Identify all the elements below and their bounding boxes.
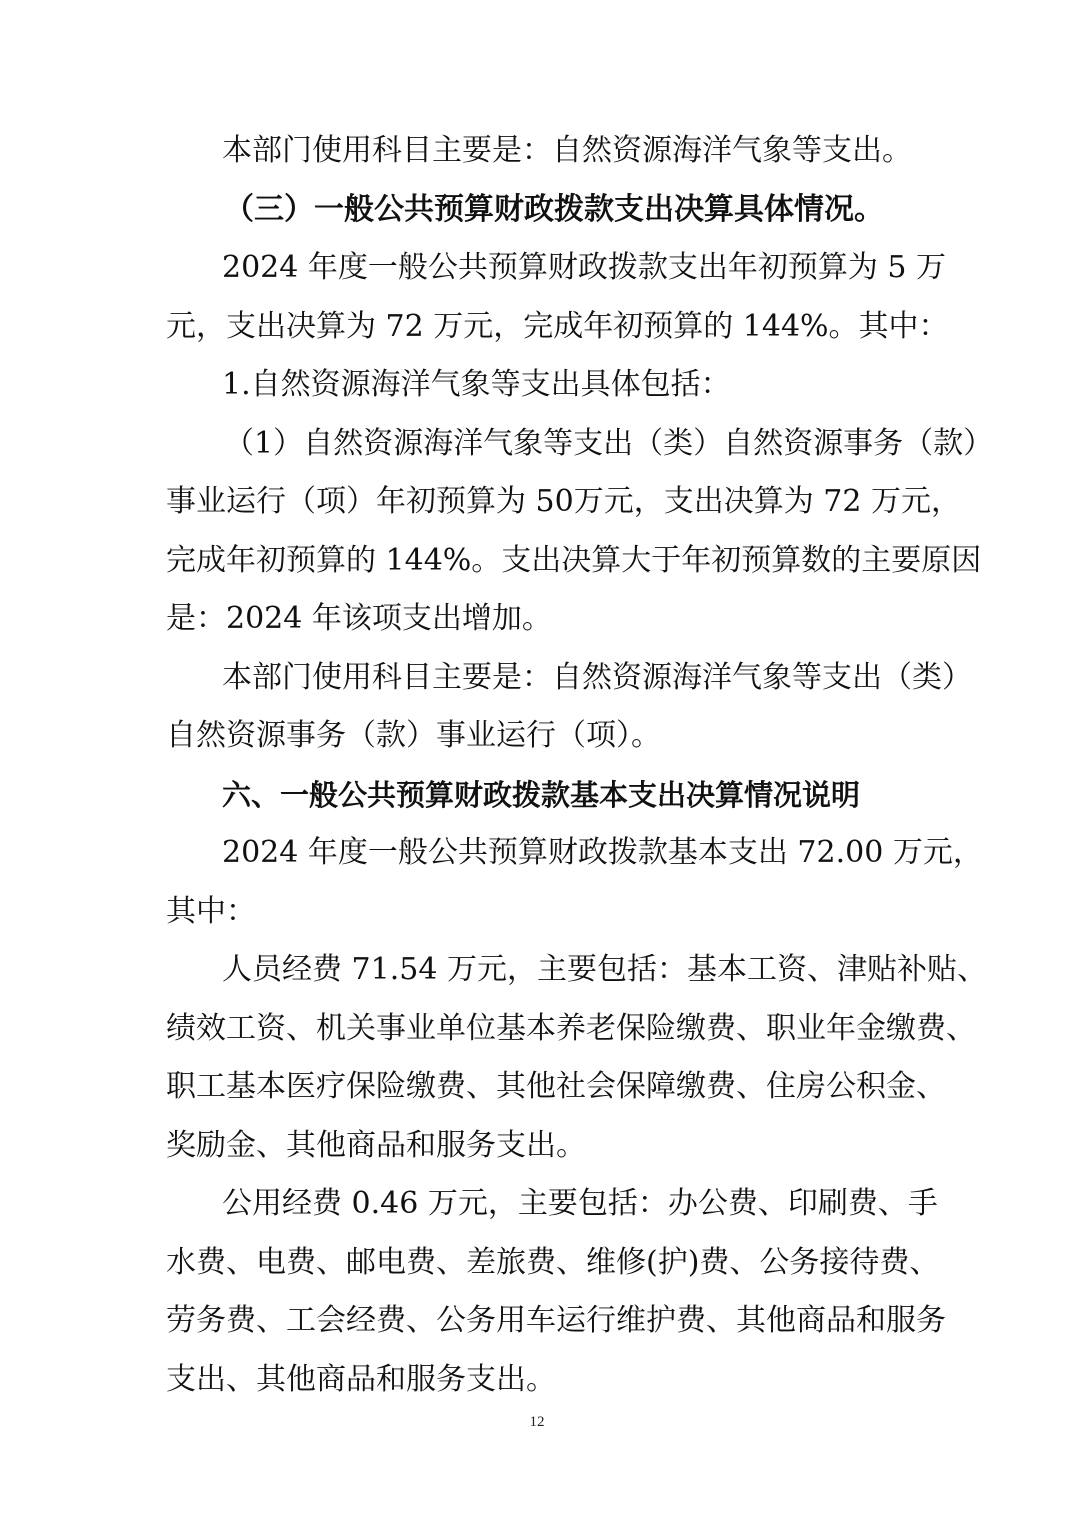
text-line: 公用经费 0.46 万元，主要包括：办公费、印刷费、手 — [222, 1186, 938, 1221]
text-line: 职工基本医疗保险缴费、其他社会保障缴费、住房公积金、 — [166, 1069, 946, 1104]
text-line: 支出、其他商品和服务支出。 — [166, 1361, 556, 1397]
text-line: 绩效工资、机关事业单位基本养老保险缴费、职业年金缴费、 — [166, 1010, 976, 1046]
page-number: 12 — [529, 1414, 545, 1430]
text-line: 奖励金、其他商品和服务支出。 — [166, 1127, 586, 1163]
text-line: 水费、电费、邮电费、差旅费、维修(护)费、公务接待费、 — [166, 1244, 940, 1280]
text-line: 2024 年度一般公共预算财政拨款基本支出 72.00 万元， — [222, 835, 983, 870]
text-line: 元，支出决算为 72 万元，完成年初预算的 144%。其中： — [166, 308, 949, 344]
text-line: 本部门使用科目主要是：自然资源海洋气象等支出（类） — [222, 659, 972, 695]
text-line: 自然资源事务（款）事业运行（项）。 — [166, 718, 661, 753]
text-line: 劳务费、工会经费、公务用车运行维护费、其他商品和服务 — [166, 1303, 946, 1338]
text-line: 1.自然资源海洋气象等支出具体包括： — [222, 367, 731, 402]
text-line: 事业运行（项）年初预算为 50万元，支出决算为 72 万元， — [166, 484, 961, 519]
text-line: 是：2024 年该项支出增加。 — [166, 601, 552, 636]
text-line: 人员经费 71.54 万元，主要包括：基本工资、津贴补贴、 — [222, 952, 987, 987]
text-line: （1）自然资源海洋气象等支出（类）自然资源事务（款） — [224, 425, 994, 461]
text-line: 2024 年度一般公共预算财政拨款支出年初预算为 5 万 — [222, 250, 947, 285]
section-subheading: （三）一般公共预算财政拨款支出决算具体情况。 — [224, 191, 884, 227]
text-line: 本部门使用科目主要是：自然资源海洋气象等支出。 — [222, 133, 912, 168]
text-line: 完成年初预算的 144%。支出决算大于年初预算数的主要原因 — [166, 542, 982, 578]
text-line: 其中： — [166, 893, 256, 929]
section-heading: 六、一般公共预算财政拨款基本支出决算情况说明 — [222, 777, 861, 812]
document-body — [166, 122, 994, 1409]
